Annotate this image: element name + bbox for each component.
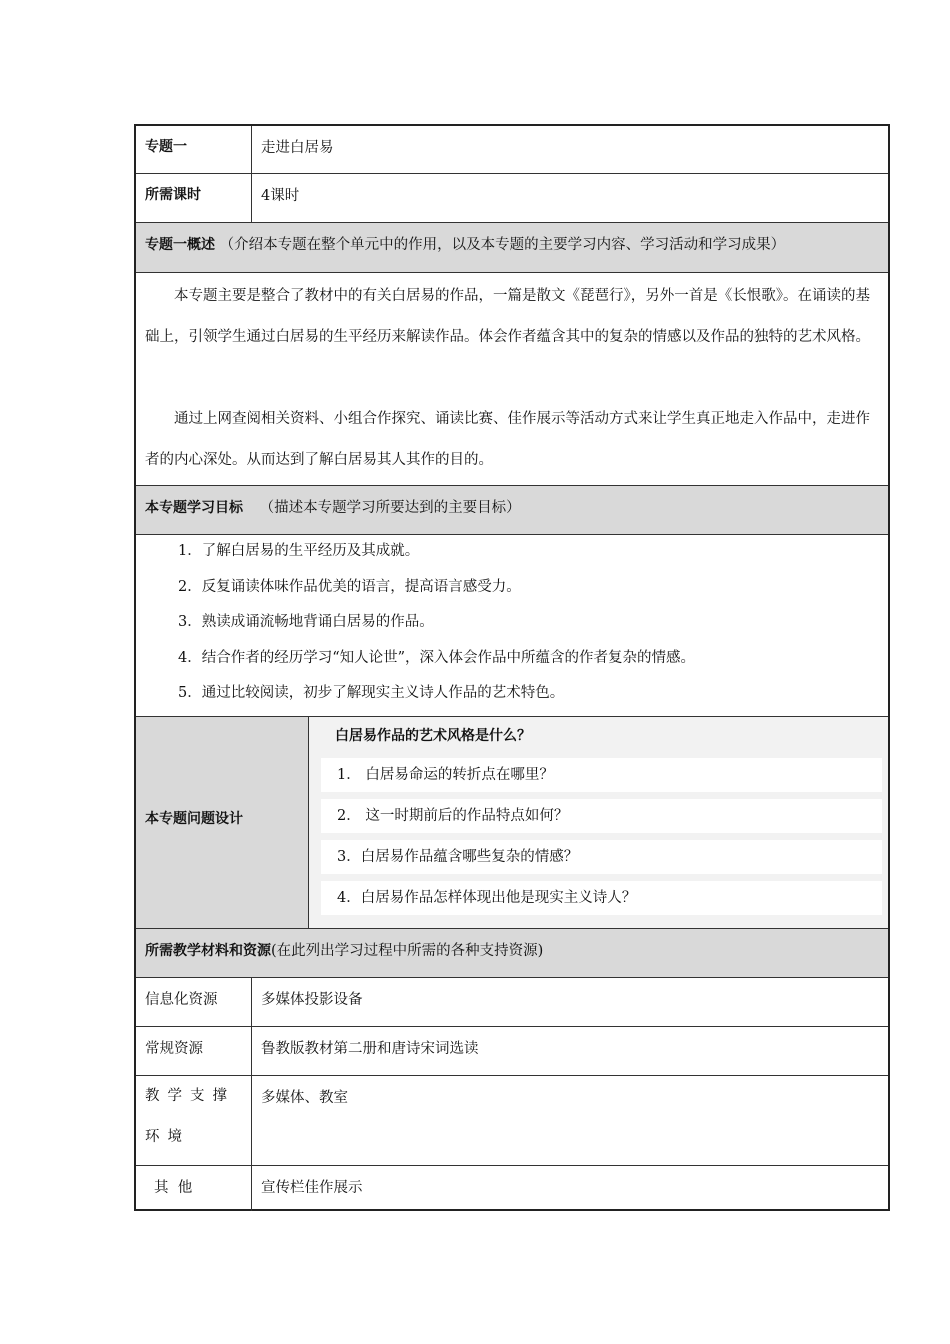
resource-label: 其 他 (136, 1166, 252, 1211)
resources-note: (在此列出学习过程中所需的各种支持资源) (271, 943, 544, 959)
resource-label: 教学支撑环境 (136, 1076, 252, 1165)
goals-label: 本专题学习目标 (145, 500, 243, 516)
resource-label: 信息化资源 (136, 978, 252, 1026)
topic-value: 走进白居易 (261, 140, 334, 156)
question-item: 1． 白居易命运的转折点在哪里？ (321, 758, 882, 792)
topic-row (136, 126, 888, 174)
topic-label: 专题一 (136, 126, 252, 173)
questions-title: 白居易作品的艺术风格是什么？ (335, 728, 531, 744)
resource-value: 宣传栏佳作展示 (261, 1180, 363, 1196)
resource-row (136, 1166, 888, 1211)
resource-row (136, 978, 888, 1027)
overview-label: 专题一概述 (145, 237, 215, 253)
resource-value: 多媒体投影设备 (261, 992, 363, 1008)
hours-row (136, 174, 888, 223)
overview-paragraph: 通过上网查阅相关资料、小组合作探究、诵读比赛、佳作展示等活动方式来让学生真正地走入作品中，走进作者的内心深处。从而达到了解白居易其人其作的目的。 (145, 411, 870, 468)
questions-row (136, 717, 888, 929)
resource-value: 多媒体、教室 (261, 1090, 348, 1106)
hours-value: 4课时 (261, 188, 300, 204)
questions-label: 本专题问题设计 (145, 811, 243, 827)
overview-note: （介绍本专题在整个单元中的作用，以及本专题的主要学习内容、学习活动和学习成果） (219, 237, 786, 253)
goal-item: 1．了解白居易的生平经历及其成就。 (178, 543, 420, 559)
questions-label-cell (136, 717, 308, 928)
hours-label: 所需课时 (136, 174, 252, 222)
resources-label: 所需教学材料和资源 (145, 943, 271, 959)
goal-item: 3．熟读成诵流畅地背诵白居易的作品。 (178, 614, 434, 630)
resource-row (136, 1027, 888, 1076)
question-item: 4．白居易作品怎样体现出他是现实主义诗人？ (321, 881, 882, 915)
questions-panel (308, 717, 888, 928)
goals-list (136, 535, 888, 717)
overview-content (136, 273, 888, 486)
resource-label: 常规资源 (136, 1027, 252, 1075)
goal-item: 2．反复诵读体味作品优美的语言，提高语言感受力。 (178, 579, 521, 595)
goal-item: 4．结合作者的经历学习“知人论世”，深入体会作品中所蕴含的作者复杂的情感。 (178, 650, 696, 666)
lesson-plan-table (134, 124, 890, 1211)
goal-item: 5．通过比较阅读，初步了解现实主义诗人作品的艺术特色。 (178, 685, 565, 701)
question-item: 2． 这一时期前后的作品特点如何？ (321, 799, 882, 833)
resource-row (136, 1076, 888, 1166)
resource-value: 鲁教版教材第二册和唐诗宋词选读 (261, 1041, 479, 1057)
goals-header (136, 486, 888, 535)
overview-header (136, 223, 888, 273)
overview-paragraph: 本专题主要是整合了教材中的有关白居易的作品，一篇是散文《琵琶行》，另外一首是《长恨歌》。在诵读的基础上，引领学生通过白居易的生平经历来解读作品。体会作者蕴含其中的复杂的情感以及作品的独特的艺术风格。 (145, 288, 870, 345)
resources-header (136, 929, 888, 978)
goals-note: （描述本专题学习所要达到的主要目标） (259, 500, 521, 516)
question-item: 3．白居易作品蕴含哪些复杂的情感？ (321, 840, 882, 874)
